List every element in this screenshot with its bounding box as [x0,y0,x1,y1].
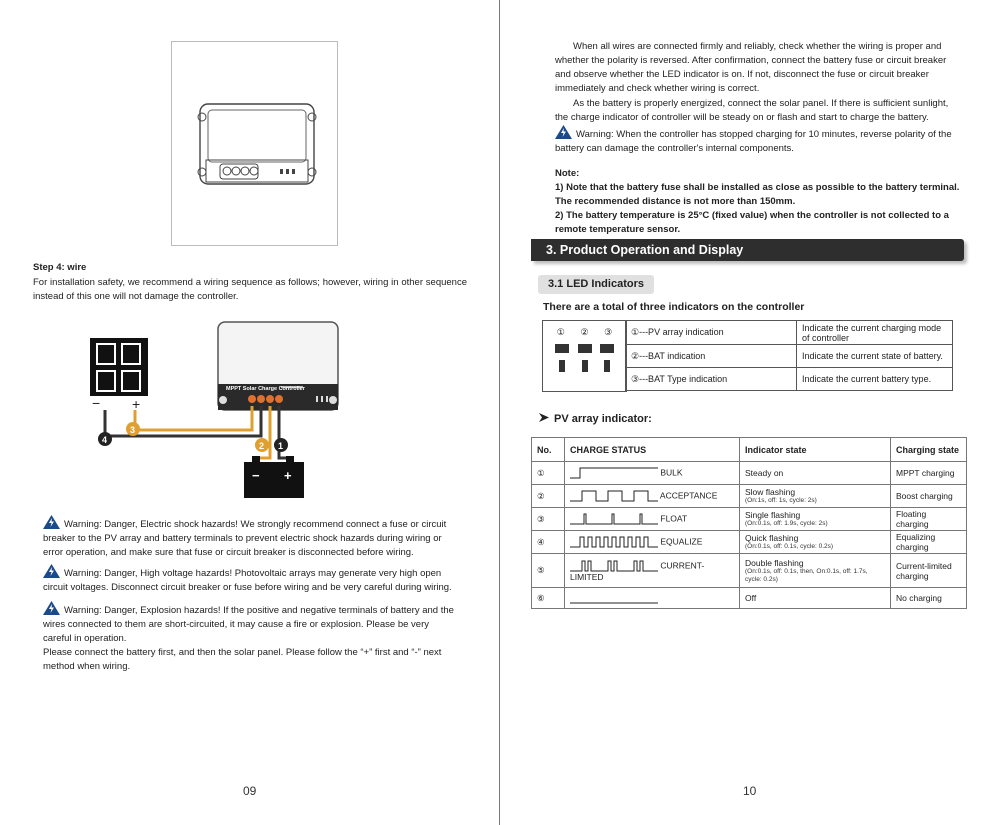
arrow-right-icon [538,412,550,423]
float-waveform [570,513,658,525]
led-desc: Indicate the current state of battery. [797,345,953,368]
led-number-2: ② [580,327,589,337]
paragraph-1: When all wires are connected firmly and reliably, check whether the wiring is proper and whether the polarity is reversed. After confirmation, connect the battery fuse or circuit breaker and observe whether the LED indicator is on. If not, disconnect the fuse or circuit breaker immediately and check whether wiring is correct. [555,41,947,94]
warning-electric-shock [43,515,455,560]
table-row [532,588,967,609]
step-title: Step 4: wire [33,262,87,273]
row-charging: Floating charging [891,508,967,531]
battery-plus-label: + [284,468,292,483]
row-charging: No charging [891,588,967,609]
row-state: Slow flashing [745,487,796,497]
led-number-1: ① [556,327,565,337]
warning-icon [43,601,60,615]
equalize-waveform [570,536,658,548]
section-banner: 3. Product Operation and Display [531,239,964,261]
row-status: BULK [660,467,683,478]
row-state: Quick flashing [745,533,799,543]
step-intro: For installation safety, we recommend a wiring sequence as follows; however, wiring in other sequence instead of this one will not damage the controller. [33,277,467,302]
battery-minus-label: − [252,468,260,483]
pv-indicator-table [531,437,967,609]
warning-icon [43,515,60,529]
led-name: ①---PV array indication [626,321,797,345]
led-name: ②---BAT indication [626,345,797,368]
note-title: Note: [555,168,580,179]
row-status: ACCEPTANCE [659,490,718,501]
paragraph-2: As the battery is properly energized, connect the solar panel. If there is sufficient sunlight, the charge indicator of controller will be steady on or flash and start to charge the battery. [555,98,949,123]
wiring-diagram [80,318,370,508]
warning-text: Warning: Danger, Electric shock hazards! We strongly recommend connect a fuse or circuit breaker to the PV array and battery terminals to prevent electric shock hazards during wiring or error operation, and make sure that fuse or circuit breaker is disconnected before wiring. [43,519,447,558]
header-status: CHARGE STATUS [565,438,740,462]
controller-icon [218,322,338,410]
led-row [626,345,953,368]
row-status: FLOAT [660,513,688,524]
led-desc: Indicate the current battery type. [797,368,953,391]
solar-panel-icon [90,338,148,396]
warning-text: Warning: Danger, High voltage hazards! Photovoltaic arrays may generate very high open circuit voltages. Disconnect circuit breaker or fuse before wiring and be very careful during wiring. [43,568,452,593]
warning-icon [43,564,60,578]
row-status: CURRENT-LIMITED [570,559,705,582]
callout-3: 3 [130,425,136,435]
indicators-heading: There are a total of three indicators on the controller [543,301,805,313]
controller-outline-figure [171,41,338,246]
row-detail: (On:0.1s, off: 1.9s, cycle: 2s) [745,520,828,527]
bulk-waveform [570,467,658,479]
row-no: ⑤ [532,554,565,588]
table-row [532,554,967,588]
current-limited-waveform [570,560,658,572]
header-charging: Charging state [891,438,967,462]
warning-high-voltage [43,564,455,595]
note-1: 1) Note that the battery fuse shall be installed as close as possible to the battery terminal. The recommended distance is not more than 150mm. [555,182,960,207]
row-charging: Equalizing charging [891,531,967,554]
led-name: ③---BAT Type indication [626,368,797,391]
acceptance-waveform [570,490,658,502]
callout-2: 2 [259,441,265,451]
table-header-row [532,438,967,462]
header-no: No. [532,438,565,462]
row-no: ④ [532,531,565,554]
table-row [532,508,967,531]
controller-label: MPPT Solar Charge Controller [226,386,305,392]
row-state: Single flashing [745,510,801,520]
right-page [500,0,1000,825]
note-2: 2) The battery temperature is 25°C (fixed value) when the controller is not collected to a remote temperature sensor. [555,210,949,235]
row-no: ⑥ [532,588,565,609]
note-block [555,167,975,237]
warning-text: Warning: When the controller has stopped charging for 10 minutes, reverse polarity of the battery can damage the controller's internal components. [555,129,952,154]
off-waveform [570,592,658,604]
pv-heading [538,412,652,425]
row-status: EQUALIZE [660,536,703,547]
led-icons [543,338,626,388]
page-number: 10 [743,784,757,798]
row-detail: (On:0.1s, off: 0.1s, then, On:0.1s, off: 1.7s, cycle: 0.2s) [745,567,868,583]
page-number: 09 [243,784,257,798]
table-row [532,462,967,485]
warning-icon [555,125,572,139]
row-detail: (On:0.1s, off: 0.1s, cycle: 0.2s) [745,543,834,550]
row-no: ② [532,485,565,508]
row-state: Steady on [745,468,784,478]
row-charging: Boost charging [891,485,967,508]
warning-explosion [43,601,455,674]
panel-minus-label: − [92,395,101,411]
row-no: ① [532,462,565,485]
row-charging: Current-limited charging [891,554,967,588]
callout-1: 1 [278,441,284,451]
led-row [626,321,953,345]
subsection-banner: 3.1 LED Indicators [538,275,654,294]
pv-heading-text: PV array indicator: [554,413,652,425]
row-state: Double flashing [745,557,804,568]
panel-plus-label: + [132,396,141,412]
callout-4: 4 [102,435,108,445]
row-charging: MPPT charging [891,462,967,485]
right-warning [555,125,963,156]
connect-note: Please connect the battery first, and then the solar panel. Please follow the “+” first and “-” next method when wiring. [43,647,442,672]
warning-text: Warning: Danger, Explosion hazards! If the positive and negative terminals of battery and the wires connected to them are short-circuited, it may cause a fire or explosion. Please be very careful in operation. [43,605,454,644]
led-panel-figure [542,320,627,392]
table-row [532,485,967,508]
row-detail: (On:1s, off: 1s, cycle: 2s) [745,497,817,504]
header-state: Indicator state [740,438,891,462]
led-desc: Indicate the current charging mode of controller [797,321,953,345]
led-table [625,320,953,391]
led-number-3: ③ [604,327,613,337]
table-row [532,531,967,554]
row-no: ③ [532,508,565,531]
row-state: Off [745,593,757,603]
led-row [626,368,953,391]
